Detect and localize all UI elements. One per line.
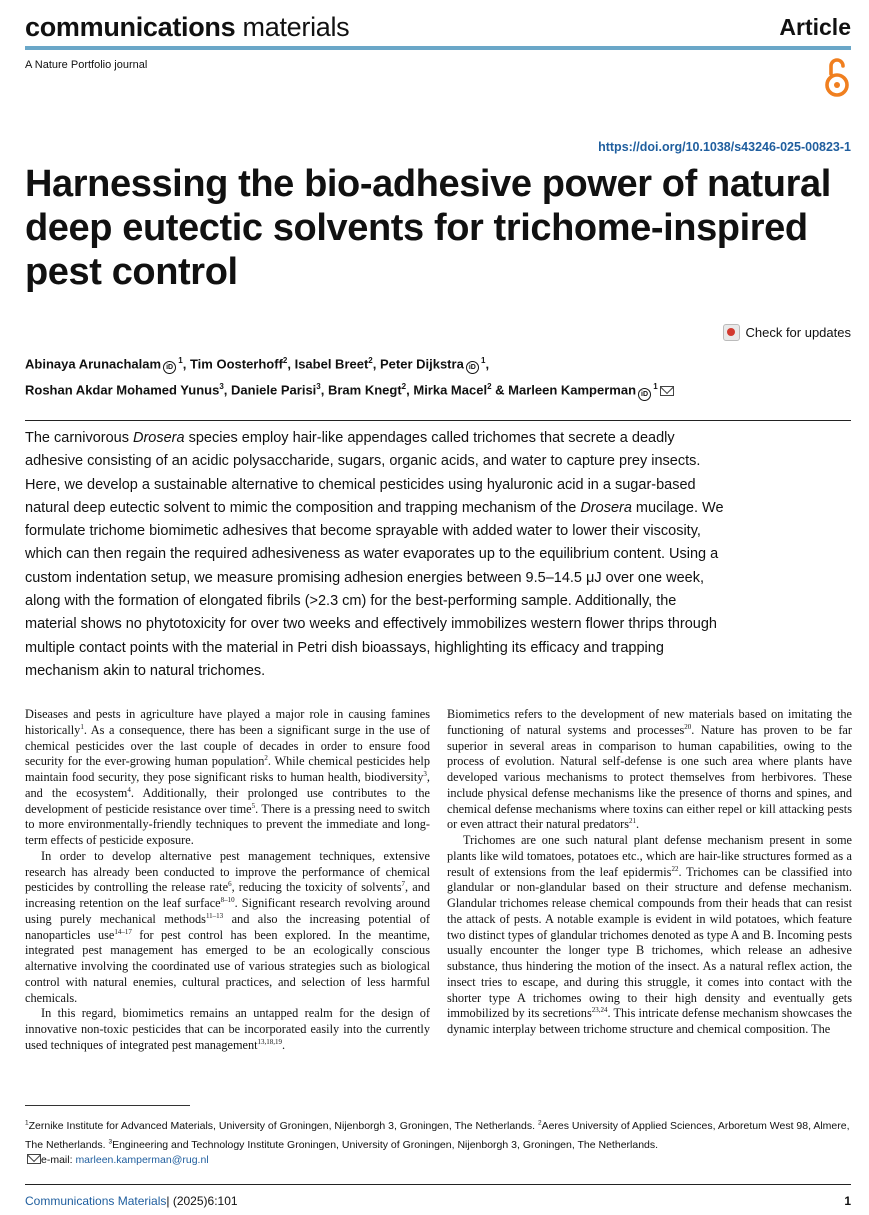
body-column-left xyxy=(25,707,430,1054)
abstract-text: species employ hair-like appendages called trichomes that secrete a deadly adhesive consisting of an acidic polysaccharide, sugars, organic acids, and water to capture prey insects. Here, we develop a sustainable alternative to chemical pesticides using hyaluronic acid in a sugar-based natural deep eutectic solvent to mimic the composition and trapping mechanism of the xyxy=(25,430,701,516)
author-separator: , xyxy=(287,356,295,372)
citation-ref[interactable]: 1 xyxy=(80,722,84,731)
body-text: Biomimetics refers to the development of new materials based on imitating the functioning of natural systems and processes xyxy=(447,707,852,737)
corresponding-envelope-icon[interactable] xyxy=(660,386,674,396)
author-affiliation-ref: 2 xyxy=(282,356,288,365)
author-affiliation-ref: 3 xyxy=(316,382,321,392)
open-access-lock-icon xyxy=(824,56,850,98)
journal-name-light: materials xyxy=(242,12,350,42)
author-name[interactable]: Mirka Macel xyxy=(413,382,488,398)
author-name[interactable]: Bram Knegt xyxy=(327,382,402,398)
email-link[interactable]: marleen.kamperman@rug.nl xyxy=(75,1154,209,1166)
italic-term: Drosera xyxy=(580,499,632,516)
check-updates-button[interactable] xyxy=(723,324,851,341)
author-name[interactable]: Isabel Breet xyxy=(294,356,369,372)
body-text: Trichomes are one such natural plant defense mechanism present in some plants like wild tomatoes, potatoes etc., which are hair-like structures formed as a result of extensions from the leaf epidermis xyxy=(447,833,852,879)
body-text: . Trichomes can be classified into glandular or non-glandular based on their structure and defense mechanism. Glandular trichomes release chemical compounds from their heads that can resist the attack of pests. A notable example is evident in wild potatoes, which feature two distinct types of glandular trichomes denoted as type A and B. Incoming pests usually encounter the longer type B trichomes, which release an adhesive substance, thus hindering the motion of the insect. As a natural reflex action, the insect tries to escape, and during this struggle, it comes into contact with the shorter type A trichomes owing to their high density and eventually gets immobilized by its secretions xyxy=(447,864,852,1021)
body-text: , and the ecosystem xyxy=(25,770,430,800)
citation-ref[interactable]: 4 xyxy=(127,785,131,794)
citation-ref[interactable]: 5 xyxy=(251,801,256,810)
citation-ref[interactable]: 8–10 xyxy=(220,895,235,904)
author-name[interactable]: Abinaya Arunachalam xyxy=(25,356,162,372)
affiliation-text: Engineering and Technology Institute Groningen, University of Groningen, Nijenborgh 3, Groningen, The Netherlands. xyxy=(112,1138,659,1151)
citation-ref[interactable]: 21 xyxy=(628,817,636,826)
orcid-icon[interactable]: iD xyxy=(163,361,176,374)
body-text: for pest control has been explored. In the meantime, integrated pest management has emerged to be an ecologically conscious alternative involving the coordinated use of various strategies such as biological control with natural enemies, cultural practices, and selection of less harmful chemicals. xyxy=(25,927,430,1005)
body-text: , reducing the toxicity of solvents xyxy=(231,880,402,895)
body-text: . This intricate defense mechanism showcases the dynamic interplay between trichome structure and chemical composition. The xyxy=(447,1006,852,1036)
body-text: . Significant research revolving around using purely mechanical methods xyxy=(25,896,430,926)
check-updates-label: Check for updates xyxy=(745,325,851,340)
footer-rule xyxy=(25,1184,851,1185)
citation-ref[interactable]: 7 xyxy=(401,880,406,889)
body-text: . Nature has proven to be far superior in several areas in comparison to human capabilities, owing to the process of evolution. Natural self-defense is one such area where plants have developed various mechanisms to protect themselves from herbivores. These include physical defense mechanisms like the presence of thorns and spines, and chemical defense mechanisms where toxins can either repel or kill attacking pests or even attract their natural predators xyxy=(447,722,852,832)
body-paragraph xyxy=(25,1006,430,1053)
italic-term: Drosera xyxy=(133,430,185,446)
orcid-icon[interactable]: iD xyxy=(466,361,479,374)
author-name[interactable]: Marleen Kamperman xyxy=(508,382,637,398)
citation-ref[interactable]: 3 xyxy=(423,769,427,778)
citation-ref[interactable]: 11–13 xyxy=(205,911,224,920)
journal-name-bold: communications xyxy=(25,12,236,42)
citation-ref[interactable]: 2 xyxy=(537,1119,542,1126)
doi-link[interactable]: https://doi.org/10.1038/s43246-025-00823-1 xyxy=(598,140,851,154)
citation-ref[interactable]: 23,24 xyxy=(591,1006,608,1015)
citation-ref[interactable]: 6 xyxy=(228,880,232,889)
author-separator: , xyxy=(223,382,232,398)
body-text: . There is a pressing need to switch to more environmentally-friendly techniques to prevent the immediate and long-term effects of pesticide exposure. xyxy=(25,801,430,847)
portfolio-label: A Nature Portfolio journal xyxy=(25,59,148,71)
orcid-icon[interactable]: iD xyxy=(638,388,651,401)
citation-ref[interactable]: 3 xyxy=(108,1138,113,1145)
author-affiliation-ref: 2 xyxy=(487,382,492,392)
affiliation-text: Zernike Institute for Advanced Materials, University of Groningen, Nijenborgh 3, Groningen, The Netherlands. xyxy=(28,1119,538,1132)
envelope-icon xyxy=(27,1154,41,1164)
author-separator: , xyxy=(485,356,490,372)
body-text: . xyxy=(635,817,640,832)
author-name[interactable]: Tim Oosterhoff xyxy=(189,356,283,372)
body-text: , and increasing retention on the leaf surface xyxy=(25,880,431,910)
author-affiliation-ref: 1 xyxy=(176,356,183,365)
author-separator: , xyxy=(406,382,414,398)
check-updates-icon xyxy=(723,324,740,341)
page-number: 1 xyxy=(844,1194,851,1208)
citation-ref[interactable]: 22 xyxy=(671,864,679,873)
footnote-rule xyxy=(25,1105,190,1106)
citation-ref[interactable]: 20 xyxy=(684,722,692,731)
article-title: Harnessing the bio-adhesive power of natural deep eutectic solvents for trichome-inspired pest control xyxy=(25,163,831,293)
header-rule xyxy=(25,46,851,50)
citation-ref[interactable]: 13,18,19 xyxy=(257,1037,283,1046)
body-text: . xyxy=(282,1037,286,1052)
author-separator: , xyxy=(372,356,380,372)
citation-ref[interactable]: 14–17 xyxy=(114,927,132,936)
body-text: In this regard, biomimetics remains an untapped realm for the design of innovative non-toxic pesticides that can be incorporated easily into the currently used techniques of integrated pest management xyxy=(25,1006,430,1052)
author-name[interactable]: Daniele Parisi xyxy=(231,382,317,398)
author-affiliation-ref: 2 xyxy=(368,356,373,365)
body-column-right xyxy=(447,707,852,1038)
body-text: . Additionally, their prolonged use contributes to the development of pesticide resistance over time xyxy=(25,785,430,816)
body-text: and also the increasing potential of nanoparticles use xyxy=(25,911,430,942)
body-paragraph xyxy=(447,833,852,1038)
body-paragraph xyxy=(25,707,430,849)
abstract xyxy=(25,427,725,683)
abstract-text: mucilage. We formulate trichome biomimetic adhesives that become sprayable with added water to lower their viscosity, which can then regain the required adhesiveness as water evaporates up to the equilibrium content. Using a custom indentation setup, we measure promising adhesion energies between 9.5–14.5 μJ over one week, along with the formation of elongated fibrils (>2.3 cm) for the best-performing sample. Additionally, the material shows no phytotoxicity for over two weeks and effectively immobilizes western flower thrips through multiple contact points with the material in Petri dish bioassays, highlighting its efficacy and trapping mechanism akin to natural trichomes. xyxy=(25,499,724,679)
author-list xyxy=(25,349,785,402)
email-label: e-mail: xyxy=(41,1154,76,1166)
body-text: Diseases and pests in agriculture have played a major role in causing famines historically xyxy=(25,707,430,737)
body-paragraph xyxy=(25,849,430,1007)
author-separator: , xyxy=(320,382,328,398)
citation-ref[interactable]: 2 xyxy=(264,754,268,763)
author-name[interactable]: Peter Dijkstra xyxy=(379,356,464,372)
author-affiliation-ref: 3 xyxy=(219,382,224,392)
body-text: . While chemical pesticides help maintain food security, they pose significant risks to human health, biodiversity xyxy=(25,754,430,784)
author-name[interactable]: Roshan Akdar Mohamed Yunus xyxy=(25,382,220,398)
body-paragraph xyxy=(447,707,852,833)
author-affiliation-ref: 2 xyxy=(401,382,407,392)
body-text: In order to develop alternative pest management techniques, extensive research has already been conducted to improve the performance of chemical pesticides by controlling the release rate xyxy=(25,848,430,895)
abstract-text: The carnivorous xyxy=(25,430,133,446)
citation-ref[interactable]: 1 xyxy=(25,1119,29,1126)
author-separator: & xyxy=(491,382,509,398)
article-type: Article xyxy=(779,14,851,40)
affiliations-footnote xyxy=(25,1115,851,1169)
affiliations xyxy=(25,1120,850,1151)
footer-citation xyxy=(25,1194,238,1208)
abstract-top-rule xyxy=(25,420,851,421)
author-affiliation-ref: 1 xyxy=(651,382,658,392)
footer-volume: | (2025)6:101 xyxy=(166,1194,238,1208)
footer-journal[interactable]: Communications Materials xyxy=(25,1194,167,1208)
author-affiliation-ref: 1 xyxy=(478,356,486,365)
affiliation-text: Aeres University of Applied Sciences, Arboretum West 98, Almere, The Netherlands. xyxy=(25,1119,850,1151)
journal-name xyxy=(25,12,349,43)
body-text: . As a consequence, there has been a significant surge in the use of chemical pesticides over the last couple of decades in order to ensure food security for the ever-growing human population xyxy=(25,722,430,769)
author-separator: , xyxy=(182,356,190,372)
